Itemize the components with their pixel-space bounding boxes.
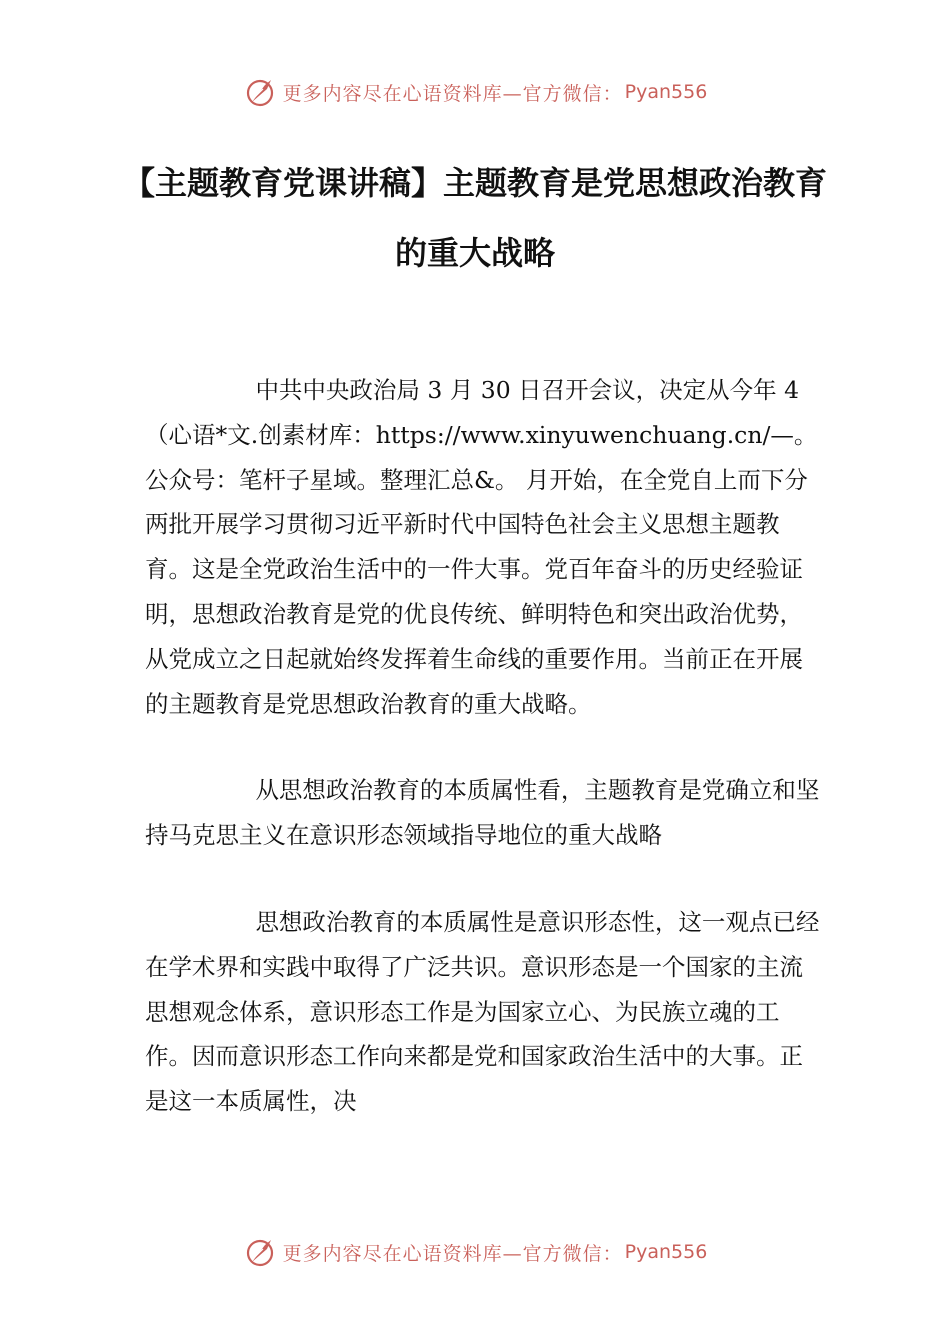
paragraph-1: 中共中央政治局 3 月 30 日召开会议，决定从今年 4（心语*文.创素材库：https://www.xinyuwenchuang.cn/—。公众号：笔杆子星域。整理汇总&。 月开始，在全党自上而下分两批开展学习贯彻习近平新时代中国特色社会主义思想主题教育。这是全党政治生活中的一件大事。党百年奋斗的历史经验证明，思想政治教育是党的优良传统、鲜明特色和突出政治优势， 从党成立之日起就始终发挥着生命线的重要作用。当前正在开展的主题教育是党思想政治教育的重大战略。 <box>145 376 818 718</box>
paragraph-2: 从思想政治教育的本质属性看，主题教育是党确立和坚持马克思主义在意识形态领域指导地位的重大战略 <box>145 776 820 850</box>
banner-wechat-id: Pyan556 <box>624 81 708 103</box>
banner-wechat-id: Pyan556 <box>624 1241 708 1263</box>
header-banner <box>0 72 950 112</box>
paragraph-3: 思想政治教育的本质属性是意识形态性，这一观点已经在学术界和实践中取得了广泛共识。意识形态是一个国家的主流思想观念体系，意识形态工作是为国家立心、为民族立魂的工作。因而意识形态工作向来都是党和国家政治生活中的大事。正是这一本质属性，决 <box>145 907 820 1116</box>
banner-text: 更多内容尽在心语资料库—官方微信： <box>282 1242 623 1265</box>
document-title: 【主题教育党课讲稿】主题教育是党思想政治教育的重大战略 <box>122 164 827 272</box>
feather-logo-icon <box>243 75 277 109</box>
footer-banner <box>0 1232 950 1272</box>
feather-logo-icon <box>243 1235 277 1269</box>
banner-text: 更多内容尽在心语资料库—官方微信： <box>282 82 623 105</box>
document-body <box>145 368 825 1166</box>
